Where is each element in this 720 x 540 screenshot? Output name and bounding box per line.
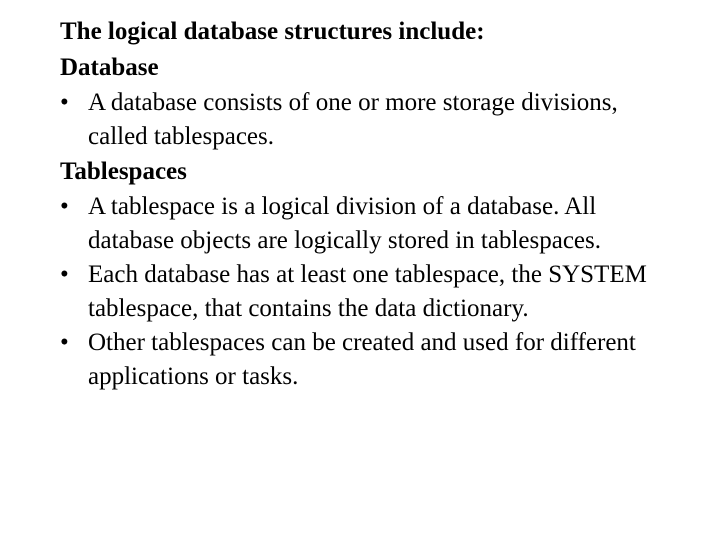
bullet-glyph: •: [60, 193, 69, 220]
slide-title: The logical database structures include:: [60, 18, 485, 45]
slide-content: [60, 14, 680, 394]
bullet-glyph: •: [60, 261, 69, 288]
bullet-item: [60, 326, 680, 394]
bullet-item: [60, 86, 680, 154]
bullet-item: [60, 258, 680, 326]
section-heading-tablespaces: Tablespaces: [60, 158, 187, 185]
bullet-glyph: •: [60, 89, 69, 116]
bullet-text: A tablespace is a logical division of a database. All database objects are logically stored in tablespaces.: [88, 193, 601, 254]
bullet-text: Other tablespaces can be created and used for different applications or tasks.: [88, 329, 636, 390]
bullet-item: [60, 190, 680, 258]
section-heading-database: Database: [60, 54, 159, 81]
bullet-text: Each database has at least one tablespace, the SYSTEM tablespace, that contains the data dictionary.: [88, 261, 647, 322]
bullet-text: A database consists of one or more storage divisions, called tablespaces.: [88, 89, 618, 150]
bullet-glyph: •: [60, 329, 69, 356]
